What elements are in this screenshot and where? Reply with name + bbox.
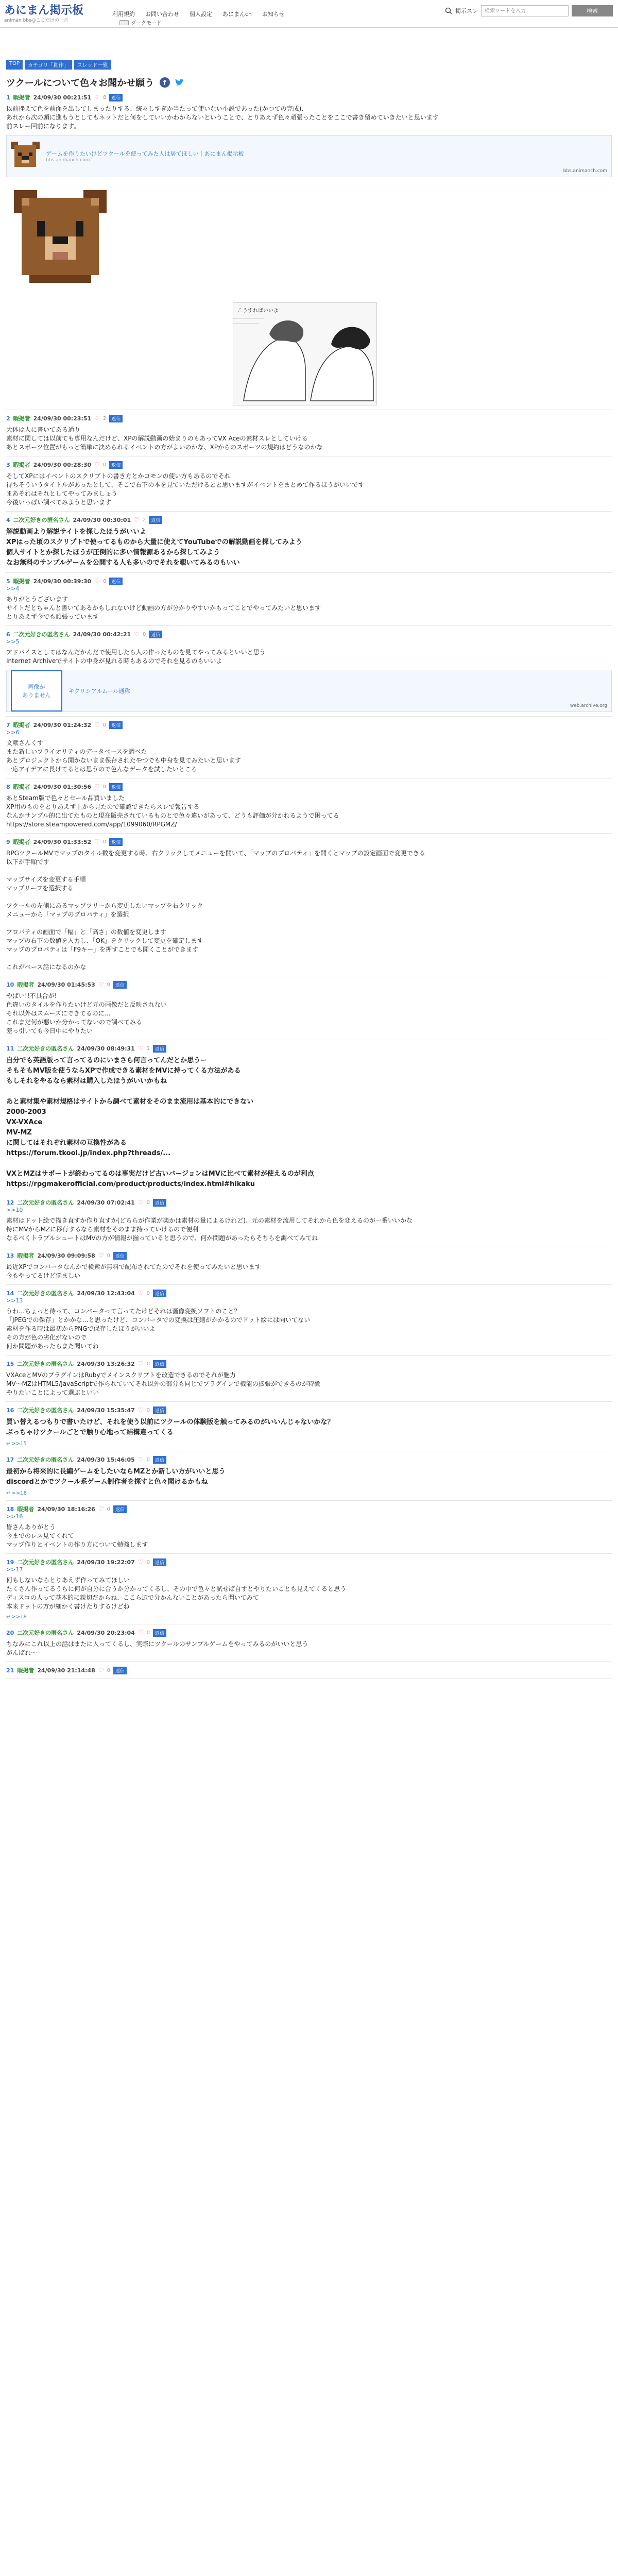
post-number[interactable]: 11 xyxy=(6,1045,14,1052)
post-item xyxy=(6,778,612,834)
reply-anchor[interactable]: >>16 xyxy=(6,1513,23,1520)
logo-text: あにまん掲示板 xyxy=(4,4,84,17)
post-date: 24/09/30 01:33:52 xyxy=(33,838,92,845)
heart-icon[interactable]: ♡ xyxy=(94,578,100,585)
post-header xyxy=(6,630,612,638)
manga-image[interactable] xyxy=(233,302,377,405)
like-count: 0 xyxy=(107,1252,110,1259)
post-body: 何もしないならとりあえず作ってみてほしい たくさん作ってるうちに何が自分に合うか分かってくるし、その中で色々と試せば自ずとやりたいことも見えてくると思う ディスコの人って基本的に親切だからね、ここら辺で分かんないことがあったら聞いてみて 本来ドットの方が細かく書けたりするけどね xyxy=(6,1577,347,1610)
post-author: 暇掲者 xyxy=(13,784,30,790)
like-count: 0 xyxy=(146,1407,150,1413)
bear-image[interactable] xyxy=(6,182,612,292)
svg-text:f: f xyxy=(163,79,166,87)
like-count: 0 xyxy=(102,722,107,728)
share-buttons xyxy=(159,77,185,88)
bear-pixel-art xyxy=(6,182,114,291)
post-header xyxy=(6,461,612,469)
post-date: 24/09/30 00:23:51 xyxy=(33,415,92,422)
reply-button[interactable]: 返信 xyxy=(153,1360,166,1368)
post-header xyxy=(6,93,612,101)
heart-icon[interactable]: ♡ xyxy=(94,94,100,101)
post-body: あとSteam版で色々とセール品買いました XP用のものをとりあえず上から見たので確認できたらスレで報告する なんかサンプル的に出てたものと現在販売されているものとで色々違いがあって、どうも評価が分かれるようで困ってる https://store.steampowered.com/app/1099060/RPGMZ/ xyxy=(6,794,339,828)
reply-button[interactable]: 返信 xyxy=(153,1558,166,1566)
like-count: 2 xyxy=(142,517,146,523)
post-header xyxy=(6,1455,612,1464)
nav-settings[interactable]: 個人設定 xyxy=(190,10,212,18)
post-number[interactable]: 9 xyxy=(6,838,10,845)
post-item xyxy=(6,717,612,778)
post-header xyxy=(6,838,612,846)
heart-icon[interactable]: ♡ xyxy=(98,1505,104,1513)
heart-icon[interactable]: ♡ xyxy=(138,1629,144,1636)
post-author: 二次元好きの匿名さん xyxy=(17,1361,74,1367)
post-number[interactable]: 7 xyxy=(6,721,10,728)
post-number[interactable]: 8 xyxy=(6,783,10,790)
post-author: 二次元好きの匿名さん xyxy=(13,631,70,638)
reply-anchor[interactable]: >>6 xyxy=(6,729,20,736)
post-item xyxy=(6,1624,612,1662)
post-body: 最近XPでコンバータなんかで検索が無料で配布されてたのでそれを使ってみたいと思います 今もやってるけど悩ましい xyxy=(6,1263,261,1279)
post-header xyxy=(6,1406,612,1414)
facebook-icon[interactable] xyxy=(159,77,170,88)
post-header xyxy=(6,516,612,524)
post-header xyxy=(6,1666,612,1674)
post-number[interactable]: 17 xyxy=(6,1456,14,1463)
post-header xyxy=(6,721,612,729)
post-date: 24/09/30 12:43:04 xyxy=(77,1290,135,1297)
like-count: 1 xyxy=(146,1045,150,1052)
post-body: そしてXPにはイベントのスクリプトの書き方とかコモンの使い方もあるのでそれ 待ちそういうタイトルがあったとして、そこで右下の本を見ていただけるとと思いますがイベントをまとめて作るほうがいいです まあそれはそれとしてやってみましょう 今後いっぱい調べてみようと思います xyxy=(6,472,365,506)
reply-button[interactable]: 返信 xyxy=(109,415,123,422)
reply-anchor[interactable]: >>13 xyxy=(6,1297,23,1304)
post-item xyxy=(6,834,612,976)
post-item xyxy=(6,456,612,512)
dark-mode-toggle[interactable] xyxy=(119,19,162,26)
post-item xyxy=(6,573,612,626)
like-count: 0 xyxy=(146,1361,150,1367)
post-body: やばい!!不具合が! 色違いのタイルを作りたいけど元の画像だと反映されない それ以外はスムーズにできてるのに… これまだ何が悪いか分かってないので調べてみる 差っ引いても今日中にやりたい xyxy=(6,992,167,1035)
post-header xyxy=(6,783,612,791)
post-author: 暇掲者 xyxy=(13,462,30,468)
reply-button[interactable]: 返信 xyxy=(153,1629,166,1637)
post-item xyxy=(6,1554,612,1624)
post-number[interactable]: 20 xyxy=(6,1629,14,1636)
heart-icon[interactable]: ♡ xyxy=(94,461,100,468)
post-body: VXAceとMVのプラグインはRubyでメインスクリプトを改造できるのでそれが魅力 MV〜MZはHTML5/JavaScriptで作られていてそれ以外の部分も同じでプラグインで機能の拡張ができるのが特徴 やりたいことによって選ぶといい xyxy=(6,1371,320,1396)
page-footer xyxy=(0,1679,618,1700)
reply-icon: ↩ xyxy=(6,1441,11,1447)
post-author: 二次元好きの匿名さん xyxy=(17,1559,74,1566)
post-author: 二次元好きの匿名さん xyxy=(17,1045,74,1052)
card-subtitle: bbs.animanch.com xyxy=(46,158,90,163)
nav-animanch[interactable]: あにまんch xyxy=(222,10,252,18)
post-author: 暇掲者 xyxy=(13,415,30,422)
heart-icon[interactable]: ♡ xyxy=(138,1456,144,1463)
crumb-category[interactable]: カテゴリ「創作」 xyxy=(25,60,72,70)
heart-icon[interactable]: ♡ xyxy=(98,1667,104,1674)
post-author: 暇掲者 xyxy=(13,94,30,101)
post-body: 以前挫えて色を前面を出してしまったりする、統々しすぎか当たって使いない小説であった(かつての完成)、 あれから次の頭に進もうとしてもネットだと何をしていいかわからないということで、とりあえず色々頑張ったことをここで書き留めていきたいと思います 前スレー回前になります。 xyxy=(6,105,439,130)
reply-anchor[interactable]: >>5 xyxy=(6,638,20,645)
heart-icon[interactable]: ♡ xyxy=(134,631,140,638)
post-number[interactable]: 21 xyxy=(6,1667,14,1674)
post-list xyxy=(6,89,612,1679)
like-count: 0 xyxy=(102,578,107,584)
post-item xyxy=(6,626,612,717)
bear-icon xyxy=(11,142,40,171)
post-author: 暇掲者 xyxy=(13,578,30,585)
reply-button[interactable]: 返信 xyxy=(113,1505,127,1513)
breadcrumb xyxy=(6,60,612,70)
post-date: 24/09/30 15:46:05 xyxy=(77,1456,135,1463)
post-body: アドバイスとしてはなんだかんだで使用したら人の作ったものを見てやってみるといいと思う Internet Archiveでサイトの中身が見れる時もあるのでそれを見るのもいいよ xyxy=(6,649,266,665)
search-input[interactable] xyxy=(481,5,569,16)
post-date: 24/09/30 18:16:26 xyxy=(37,1505,95,1513)
post-body: 皆さんありがとう 今までのレス見てくれて マップ作りとイベントの作り方について勉強します xyxy=(6,1523,148,1548)
like-count: 0 xyxy=(146,1456,150,1463)
post-body: うわ…ちょっと待って、コンバータって言ってたけどそれは画像変換ソフトのこと？ 「JPEGでの保存」とかかな…と思ったけど、コンバータでの変換は圧縮がかかるのでドット絵には向いてない 素材を作る時は最初からPNGで保存したほうがいいよ その方が色の劣化がないので 何か問題があったらまた聞いてね xyxy=(6,1308,311,1350)
reply-button[interactable]: 返信 xyxy=(113,1667,127,1674)
reply-button[interactable]: 返信 xyxy=(109,721,123,729)
like-count: 0 xyxy=(146,1290,150,1296)
post-date: 24/09/30 00:39:30 xyxy=(33,578,92,585)
post-date: 24/09/30 01:45:53 xyxy=(37,981,95,988)
post-header xyxy=(6,1044,612,1053)
reply-button[interactable]: 返信 xyxy=(113,1252,127,1260)
post-header xyxy=(6,1251,612,1260)
dark-mode-label: ダークモード xyxy=(131,21,162,26)
site-header xyxy=(0,0,618,28)
card-text xyxy=(68,687,130,695)
post-item xyxy=(6,1501,612,1554)
reply-button[interactable]: 返信 xyxy=(109,783,123,791)
post-number[interactable]: 3 xyxy=(6,461,10,468)
post-author: 暇掲者 xyxy=(13,722,30,728)
post-number[interactable]: 19 xyxy=(6,1558,14,1566)
reply-button[interactable]: 返信 xyxy=(109,94,123,101)
post-body: 文献さんくす また新しいプライオリティのデータベースを調べた あとプロジェクトから開かないまま保存されたやつでも中身を見てみたいと思います 一応アイデアに長けてるとは思うので色んなデータを試したいところ xyxy=(6,739,241,773)
like-count: 0 xyxy=(102,784,107,790)
reply-anchor[interactable]: >>4 xyxy=(6,585,20,592)
post-body: ちなみにこれ以上の話はまたに入ってくるし、実際にツクールのサンプルゲームをやってみるのがいいと思う がんばれ〜 xyxy=(6,1640,308,1656)
post-date: 24/09/30 20:23:04 xyxy=(77,1629,135,1636)
card-title[interactable]: キクリシアルムール通称 xyxy=(68,688,130,694)
post-item xyxy=(6,1355,612,1402)
nav-contact[interactable]: お問い合わせ xyxy=(145,10,179,18)
heart-icon[interactable]: ♡ xyxy=(94,721,100,728)
post-number[interactable]: 5 xyxy=(6,578,10,585)
card-text xyxy=(46,149,244,163)
post-author: 二次元好きの匿名さん xyxy=(17,1290,74,1297)
crumb-thread-list[interactable]: スレッド一覧 xyxy=(74,60,111,70)
like-count: 0 xyxy=(107,1506,110,1512)
reply-button[interactable]: 返信 xyxy=(153,1199,166,1207)
thread-title-row xyxy=(6,76,612,89)
like-count: 0 xyxy=(102,839,107,845)
reply-button[interactable]: 返信 xyxy=(109,578,123,585)
link-preview-card[interactable] xyxy=(6,135,612,177)
post-body: 買い替えるつもりで書いたけど、それを使う以前にツクールの体験版を触ってみるのがいいんじゃないかな？ ぶっちゃけツクールごとで触り心地って結構違ってくる xyxy=(6,1418,334,1436)
heart-icon[interactable]: ♡ xyxy=(138,1290,144,1297)
post-date: 24/09/30 00:30:01 xyxy=(73,516,131,523)
like-count: 2 xyxy=(102,415,107,421)
no-image-placeholder: 画像が ありません xyxy=(11,670,62,711)
reply-link-text: >>15 xyxy=(11,1441,27,1447)
post-body: 解説動画より解説サイトを探したほうがいいよ XPはった頃のスクリプトで使ってるものから大量に使えてYouTubeでの解説動画を探してみよう 個人サイトとか探したほうが圧倒的に多い情報源あるから探してみよう なお無料のサンプルゲームを公開する人も多いのでそれを覗いてみるのもいい xyxy=(6,528,302,567)
heart-icon[interactable]: ♡ xyxy=(94,415,100,422)
post-header xyxy=(6,414,612,422)
like-count: 0 xyxy=(102,462,107,468)
post-number[interactable]: 2 xyxy=(6,415,10,422)
heart-icon[interactable]: ♡ xyxy=(138,1045,144,1052)
like-count: 0 xyxy=(146,1559,150,1565)
post-item xyxy=(6,1040,612,1194)
reply-link[interactable] xyxy=(6,1490,612,1496)
heart-icon[interactable]: ♡ xyxy=(98,1252,104,1259)
twitter-icon[interactable] xyxy=(174,77,185,88)
like-count: 0 xyxy=(146,1199,150,1206)
post-number[interactable]: 15 xyxy=(6,1360,14,1367)
post-header xyxy=(6,1198,612,1207)
post-header xyxy=(6,980,612,989)
heart-icon[interactable]: ♡ xyxy=(134,516,140,523)
post-header xyxy=(6,1629,612,1637)
heart-icon[interactable]: ♡ xyxy=(94,838,100,845)
search-bar xyxy=(445,5,613,16)
post-date: 24/09/30 21:14:48 xyxy=(37,1667,95,1674)
reply-icon: ↩ xyxy=(6,1490,11,1496)
post-author: 暇掲者 xyxy=(17,1667,35,1674)
nav-terms[interactable]: 利用規約 xyxy=(112,10,135,18)
post-author: 暇掲者 xyxy=(17,981,35,988)
post-number[interactable]: 6 xyxy=(6,631,10,638)
heart-icon[interactable]: ♡ xyxy=(138,1360,144,1367)
like-count: 8 xyxy=(102,94,107,100)
reply-anchor[interactable]: >>17 xyxy=(6,1566,23,1573)
post-number[interactable]: 4 xyxy=(6,516,10,523)
post-item xyxy=(6,512,612,573)
post-number[interactable]: 14 xyxy=(6,1290,14,1297)
site-logo[interactable] xyxy=(4,4,97,23)
post-date: 24/09/30 00:21:51 xyxy=(33,94,92,101)
post-author: 暇掲者 xyxy=(17,1252,35,1259)
post-number[interactable]: 10 xyxy=(6,981,14,988)
reply-button[interactable]: 返信 xyxy=(149,631,162,638)
post-date: 24/09/30 19:22:07 xyxy=(77,1558,135,1566)
nav-news[interactable]: お知らせ xyxy=(262,10,285,18)
post-body: ありがとうございます サイトだとちゃんと書いてあるかもしれないけど動画の方が分かりやすいかもってことでやってみたいと思います とりあえず今でも頑張っています xyxy=(6,596,321,620)
card-title[interactable]: ゲームを作りたいけどツクールを使ってみた人は居てほしい｜あにまん掲示板 xyxy=(46,150,244,157)
post-date: 24/09/30 15:35:47 xyxy=(77,1406,135,1414)
post-item xyxy=(6,1247,612,1285)
search-icon xyxy=(445,7,452,14)
post-date: 24/09/30 01:24:32 xyxy=(33,721,92,728)
post-author: 二次元好きの匿名さん xyxy=(13,517,70,523)
thread-title: ツクールについて色々お聞かせ願う xyxy=(6,78,154,89)
post-author: 暇掲者 xyxy=(17,1506,35,1513)
post-item xyxy=(6,1194,612,1247)
post-item xyxy=(6,1662,612,1679)
link-preview-card[interactable] xyxy=(6,670,612,712)
heart-icon[interactable]: ♡ xyxy=(138,1406,144,1414)
post-date: 24/09/30 00:28:30 xyxy=(33,461,92,468)
post-header xyxy=(6,577,612,585)
post-author: 暇掲者 xyxy=(13,839,30,845)
main-content xyxy=(0,60,618,1679)
reply-icon: ↩ xyxy=(6,1614,11,1620)
post-item xyxy=(6,410,612,456)
post-item xyxy=(6,1451,612,1501)
post-item xyxy=(6,1285,612,1355)
search-button[interactable]: 検索 xyxy=(572,5,613,16)
post-body: 素材はドット絵で描き直すか作り直すか(どちらが作業が楽かは素材の量によるけれど)、元の素材を流用してそれから色を変えるのが一番いいかな 特にMVからMZに移行するなら素材をそのまま持っていけるので便利 なるべくトラブルシュートはMVの方が情報が揃っていると思うので、何か問題があったらそちらを調べてみてね xyxy=(6,1217,413,1242)
post-body: 自分でも英語版って言ってるのにいまさら何言ってんだとか思うー そもそもMV版を使うならXPで作成できる素材をMVに持ってくる方法がある もしそれをやるなら素材は購入したほうがいいかもね あと素材集や素材規格はサイトから調べて素材をそのまま流用は基本的にできない 2000-2003 VX-VXAce MV-MZ に関してはそれぞれ素材の互換性がある https://forum.tkool.jp/index.php?threads/... VXとMZはサポートが終わってるのは事実だけど古いバージョンはMVに比べて素材が使えるのが利点 https://rpgmakerofficial.com/product/products/index.html#hikaku xyxy=(6,1057,314,1188)
reply-link-text: >>16 xyxy=(11,1490,27,1496)
post-date: 24/09/30 08:49:31 xyxy=(77,1045,135,1052)
reply-button[interactable]: 返信 xyxy=(109,461,123,469)
post-number[interactable]: 18 xyxy=(6,1505,14,1513)
reply-link[interactable] xyxy=(6,1614,612,1620)
post-header xyxy=(6,1289,612,1297)
like-count: 0 xyxy=(146,1630,150,1636)
post-number[interactable]: 12 xyxy=(6,1199,14,1206)
like-count: 0 xyxy=(107,1667,110,1673)
reply-link-text: >>18 xyxy=(11,1614,27,1620)
post-number[interactable]: 13 xyxy=(6,1252,14,1259)
post-item xyxy=(6,976,612,1040)
post-date: 24/09/30 13:26:32 xyxy=(77,1360,135,1367)
card-domain: web.archive.org xyxy=(570,703,607,708)
header-nav xyxy=(112,10,285,18)
post-body: RPGツクールMVでマップのタイル数を変更する時、右クリックしてメニューを開いて、「マップのプロパティ」を開くとマップの設定画面で変更できる 以下が手順です マップサイズを変更する手順 マップリーフを選択する ツクールの左側にあるマップツリーから変更したいマップを右クリック メニューから「マップのプロパティ」を選択 プロパティの画面で「幅」と「高さ」の数値を変更します マップの右下の数値を入力し、「OK」をクリックして変更を確定します マップのプロパティは「F9キー」を押すことでも開くことができます これがベース話になるのかな xyxy=(6,850,425,971)
post-item xyxy=(6,89,612,410)
reply-button[interactable]: 返信 xyxy=(149,516,162,524)
reply-button[interactable]: 返信 xyxy=(153,1406,166,1414)
heart-icon[interactable]: ♡ xyxy=(94,783,100,790)
like-count: 0 xyxy=(107,981,110,988)
reply-button[interactable]: 返信 xyxy=(153,1045,166,1053)
post-author: 二次元好きの匿名さん xyxy=(17,1456,74,1463)
post-header xyxy=(6,1505,612,1513)
post-author: 二次元好きの匿名さん xyxy=(17,1630,74,1636)
reply-link[interactable] xyxy=(6,1441,612,1447)
post-body: 大体は人に書いてある通り 素材に関しては以前ても専用なんだけど、XPの解説動画の始まりのもあってVX Aceの素材スレとしていける あとスポーツ位置がもっと簡単に決められるイベントの方がよいのかな、XPからのスポーツの規約はどうなのかな xyxy=(6,426,323,451)
post-author: 二次元好きの匿名さん xyxy=(17,1407,74,1414)
manga-drawing xyxy=(233,303,376,405)
reply-button[interactable]: 返信 xyxy=(153,1456,166,1464)
crumb-top[interactable]: TOP xyxy=(6,60,23,70)
heart-icon[interactable]: ♡ xyxy=(98,981,104,988)
reply-anchor[interactable]: >>10 xyxy=(6,1207,23,1213)
heart-icon[interactable]: ♡ xyxy=(138,1199,144,1206)
reply-button[interactable]: 返信 xyxy=(109,838,123,846)
manga-caption: こうすればいいよ xyxy=(237,308,279,314)
post-item xyxy=(6,1402,612,1451)
post-date: 24/09/30 07:02:41 xyxy=(77,1199,135,1206)
post-author: 二次元好きの匿名さん xyxy=(17,1199,74,1206)
post-date: 24/09/30 01:30:56 xyxy=(33,783,92,790)
logo-subtext: animan bbs@ここだけの一言 xyxy=(4,18,68,23)
post-number[interactable]: 16 xyxy=(6,1406,14,1414)
post-date: 24/09/30 09:09:58 xyxy=(37,1252,95,1259)
post-number[interactable]: 1 xyxy=(6,94,10,101)
toggle-switch[interactable] xyxy=(119,20,129,25)
reply-button[interactable]: 返信 xyxy=(153,1290,166,1297)
heart-icon[interactable]: ♡ xyxy=(138,1558,144,1566)
post-header xyxy=(6,1558,612,1566)
search-scope-label[interactable]: 掲示スレ xyxy=(455,8,478,14)
post-date: 24/09/30 00:42:21 xyxy=(73,631,131,638)
card-domain: bbs.animanch.com xyxy=(563,168,607,174)
reply-button[interactable]: 返信 xyxy=(113,981,127,989)
like-count: 0 xyxy=(142,631,146,637)
post-body: 最初から将来的に長編ゲームをしたいならMZとか新しい方がいいと思う discordとかでツクール系ゲーム制作者を探すと色々聞けるかもね xyxy=(6,1468,226,1486)
post-header xyxy=(6,1360,612,1368)
